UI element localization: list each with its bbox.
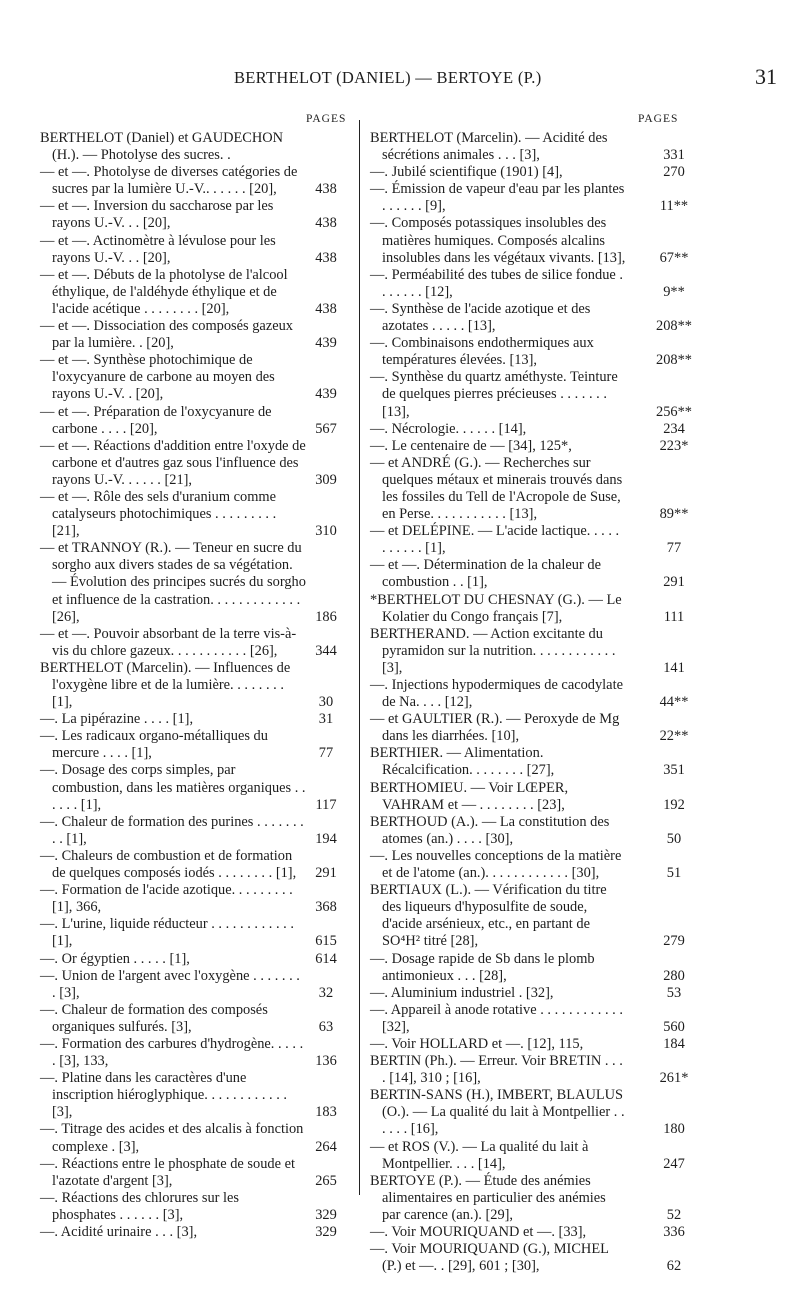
column-divider	[359, 120, 360, 1195]
entry-page: 63	[318, 1018, 334, 1035]
entry-page: 615	[315, 933, 337, 950]
pages-label-left: PAGES	[306, 113, 347, 125]
entry-text: —. Titrage des acides et des alcalis à fonction complexe . [3],	[40, 1121, 307, 1155]
entry-page: 336	[663, 1224, 685, 1240]
entry-page: 111	[663, 608, 685, 625]
index-entry	[40, 233, 354, 267]
entry-page: 438	[315, 249, 337, 266]
index-entry	[40, 1224, 354, 1241]
entry-text: BERTHIER. — Alimentation. Récalcification. . . . . . . . [27],	[370, 745, 555, 779]
entry-text: —. L'urine, liquide réducteur . . . . . . . . . . . . [1],	[40, 916, 298, 950]
entry-page: 439	[315, 386, 337, 403]
index-entry	[40, 489, 354, 540]
entry-page: 280	[663, 967, 685, 984]
index-entry	[370, 882, 692, 950]
index-entry	[370, 164, 692, 181]
index-entry	[40, 352, 354, 403]
entry-text: —. Voir HOLLARD et —. [12], 115,	[370, 1035, 584, 1052]
index-entry	[370, 1224, 692, 1241]
entry-page: 247	[663, 1155, 685, 1172]
entry-page: 117	[315, 796, 337, 813]
index-entry	[40, 1190, 354, 1224]
entry-page: 184	[663, 1035, 685, 1052]
index-entry	[370, 711, 692, 745]
entry-text: — et —. Inversion du saccharose par les rayons U.-V. . . [20],	[40, 198, 277, 232]
entry-page: 53	[666, 984, 682, 1001]
entry-page: 11**	[659, 198, 689, 215]
entry-page: 50	[666, 830, 682, 847]
entry-page: 192	[663, 796, 685, 813]
entry-text: BERTHOUD (A.). — La constitution des atomes (an.) . . . . [30],	[370, 813, 613, 847]
entry-page: 234	[663, 420, 685, 437]
index-entry	[370, 369, 692, 420]
entry-text: —. Le centenaire de — [34], 125*,	[370, 437, 572, 454]
entry-text: BERTIAUX (L.). — Vérification du titre des liqueurs d'hyposulfite de soude, d'acide arsénieux, etc., en partant de SO⁴H² titré [28],	[370, 882, 611, 950]
entry-page: 270	[663, 164, 685, 181]
entry-page: 136	[315, 1053, 337, 1070]
index-entry	[370, 1139, 692, 1173]
entry-text: —. Union de l'argent avec l'oxygène . . . . . . . . [3],	[40, 967, 304, 1001]
index-entry	[40, 404, 354, 438]
running-head	[0, 64, 800, 94]
index-entry	[40, 1156, 354, 1190]
entry-page: 62	[666, 1258, 682, 1275]
index-entry	[40, 1002, 354, 1036]
entry-text: BERTOYE (P.). — Étude des anémies alimentaires en particulier des anémies par carence (an.). [29],	[370, 1172, 610, 1223]
entry-page: 9**	[663, 283, 685, 300]
index-entry	[370, 592, 692, 626]
left-column	[40, 130, 354, 1241]
entry-page: 256**	[656, 403, 692, 420]
entry-text: —. Combinaisons endothermiques aux températures élevées. [13],	[370, 335, 598, 369]
index-entry	[370, 181, 692, 215]
entry-text: —. Chaleur de formation des purines . . . . . . . . . [1],	[40, 813, 308, 847]
entry-text: *BERTHELOT DU CHESNAY (G.). — Le Kolatier du Congo français [7],	[370, 591, 626, 625]
index-entry	[370, 438, 692, 455]
entry-text: — et —. Actinomètre à lévulose pour les rayons U.-V. . . [20],	[40, 232, 280, 266]
index-entry	[370, 745, 692, 779]
entry-page: 180	[663, 1121, 685, 1138]
entry-page: 331	[663, 147, 685, 164]
index-entry	[40, 130, 354, 164]
entry-page: 89**	[659, 506, 689, 523]
index-entry	[40, 540, 354, 625]
index-entry	[370, 1036, 692, 1053]
entry-page: 438	[315, 215, 337, 232]
entry-page: 77	[318, 745, 334, 762]
entry-page: 264	[315, 1138, 337, 1155]
entry-page: 31	[318, 711, 334, 728]
entry-page: 183	[315, 1104, 337, 1121]
index-entry	[40, 198, 354, 232]
entry-page: 309	[315, 471, 337, 488]
index-entry	[370, 951, 692, 985]
pages-label-right: PAGES	[638, 113, 679, 125]
index-entry	[370, 677, 692, 711]
index-entry	[370, 1087, 692, 1138]
entry-text: BERTHELOT (Marcelin). — Acidité des sécrétions animales . . . [3],	[370, 130, 612, 164]
index-entry	[370, 421, 692, 438]
index-entry	[40, 711, 354, 728]
entry-page: 560	[663, 1018, 685, 1035]
index-entry	[40, 916, 354, 950]
entry-text: —. Acidité urinaire . . . [3],	[40, 1224, 198, 1240]
entry-text: BERTHELOT (Daniel) et GAUDECHON (H.). — Photolyse des sucres. .	[40, 130, 287, 164]
entry-text: — et —. Débuts de la photolyse de l'alcool éthylique, de l'aldéhyde éthylique et de l'acide acétique . . . . . . . . [20],	[40, 266, 292, 317]
entry-text: —. Appareil à anode rotative . . . . . . . . . . . . [32],	[370, 1001, 627, 1035]
index-entry	[370, 267, 692, 301]
entry-text: —. Chaleur de formation des composés organiques sulfurés. [3],	[40, 1001, 272, 1035]
entry-page: 208**	[656, 318, 692, 335]
entry-text: BERTHERAND. — Action excitante du pyramidon sur la nutrition. . . . . . . . . . . . [3],	[370, 625, 620, 676]
index-entry	[370, 848, 692, 882]
entry-text: — et DELÉPINE. — L'acide lactique. . . . . . . . . . . [1],	[370, 523, 623, 557]
index-entry	[370, 814, 692, 848]
entry-text: BERTHELOT (Marcelin). — Influences de l'oxygène libre et de la lumière. . . . . . . . [1],	[40, 659, 294, 711]
entry-text: — et —. Dissociation des composés gazeux par la lumière. . [20],	[40, 318, 297, 352]
index-entry	[40, 814, 354, 848]
index-entry	[370, 455, 692, 523]
index-entry	[370, 557, 692, 591]
entry-page: 368	[315, 899, 337, 916]
entry-text: BERTIN-SANS (H.), IMBERT, BLAULUS (O.). — La qualité du lait à Montpellier . . . . . . [16],	[370, 1087, 629, 1138]
entry-text: — et —. Préparation de l'oxycyanure de carbone . . . . [20],	[40, 403, 276, 437]
entry-page: 279	[663, 933, 685, 950]
entry-text: —. Perméabilité des tubes de silice fondue . . . . . . . [12],	[370, 266, 627, 300]
index-entry	[370, 335, 692, 369]
index-entry	[40, 951, 354, 968]
index-entry	[40, 1036, 354, 1070]
entry-text: —. Les nouvelles conceptions de la matière et de l'atome (an.). . . . . . . . . . . . [30],	[370, 847, 625, 882]
entry-page: 291	[315, 865, 337, 882]
index-entry	[40, 1121, 354, 1155]
entry-page: 223*	[659, 437, 689, 454]
entry-text: — et TRANNOY (R.). — Teneur en sucre du sorgho aux divers stades de sa végétation. — Évolution des principes sucrés du sorgho et influence de la castration. . . . . . . . . . . . . [26],	[40, 540, 310, 625]
entry-text: — et ANDRÉ (G.). — Recherches sur quelques métaux et minerais trouvés dans les fossiles du Tell de l'Acropole de Suse, en Perse. . . . . . . . . . . [13],	[370, 454, 626, 523]
entry-text: —. Formation de l'acide azotique. . . . . . . . . [1], 366,	[40, 882, 297, 916]
index-entry	[370, 523, 692, 557]
entry-text: — et ROS (V.). — La qualité du lait à Montpellier. . . . [14],	[370, 1138, 592, 1172]
entry-page: 351	[663, 762, 685, 779]
entry-page: 261*	[659, 1070, 689, 1087]
entry-text: BERTIN (Ph.). — Erreur. Voir BRETIN . . . . [14], 310 ; [16],	[370, 1053, 627, 1087]
entry-page: 291	[663, 574, 685, 591]
index-entry	[370, 1053, 692, 1087]
entry-page: 439	[315, 335, 337, 352]
entry-text: —. Réactions entre le phosphate de soude et l'azotate d'argent [3],	[40, 1155, 299, 1189]
entry-text: — et —. Photolyse de diverses catégories de sucres par la lumière U.-V.. . . . . . [20],	[40, 164, 301, 198]
index-entry	[370, 626, 692, 677]
entry-text: — et GAULTIER (R.). — Peroxyde de Mg dans les diarrhées. [10],	[370, 711, 623, 745]
index-entry	[370, 1173, 692, 1224]
entry-page: 30	[318, 694, 334, 711]
entry-page: 344	[315, 642, 337, 659]
index-entry	[40, 164, 354, 198]
entry-text: — et —. Rôle des sels d'uranium comme catalyseurs photochimiques . . . . . . . . . [21],	[40, 488, 280, 540]
index-entry	[40, 762, 354, 813]
entry-text: —. Or égyptien . . . . . [1],	[40, 950, 190, 967]
entry-text: —. Réactions des chlorures sur les phosphates . . . . . . [3],	[40, 1189, 243, 1223]
index-entry	[370, 1002, 692, 1036]
index-entry	[40, 882, 354, 916]
entry-page: 329	[315, 1206, 337, 1223]
entry-text: —. Synthèse de l'acide azotique et des azotates . . . . . [13],	[370, 300, 594, 335]
entry-text: —. Voir MOURIQUAND et —. [33],	[370, 1224, 587, 1240]
entry-text: —. Injections hypodermiques de cacodylate de Na. . . . [12],	[370, 677, 627, 711]
entry-page: 310	[315, 523, 337, 540]
index-entry	[40, 626, 354, 660]
entry-page: 567	[315, 420, 337, 437]
entry-page: 438	[315, 181, 337, 198]
entry-text: —. Composés potassiques insolubles des matières humiques. Composés alcalins insolubles dans les végétaux vivants. [13],	[370, 215, 626, 266]
entry-text: — et —. Pouvoir absorbant de la terre vis-à-vis du chlore gazeux. . . . . . . . . . . [26],	[40, 625, 297, 659]
entry-page: 22**	[659, 728, 689, 745]
entry-text: —. Dosage rapide de Sb dans le plomb antimonieux . . . [28],	[370, 950, 599, 984]
index-entry	[40, 968, 354, 1002]
entry-page: 44**	[659, 694, 689, 711]
right-column	[370, 130, 692, 1275]
entry-text: —. Nécrologie. . . . . . [14],	[370, 420, 527, 437]
entry-page: 67**	[659, 249, 689, 266]
entry-text: —. Chaleurs de combustion et de formation de quelques composés iodés . . . . . . . . [1],	[40, 847, 297, 882]
entry-text: — et —. Détermination de la chaleur de combustion . . [1],	[370, 557, 605, 591]
entry-page: 77	[666, 540, 682, 557]
entry-page: 51	[666, 865, 682, 882]
entry-page: 614	[315, 950, 337, 967]
index-entry	[40, 438, 354, 489]
entry-page: 265	[315, 1172, 337, 1189]
entry-text: —. Les radicaux organo-métalliques du mercure . . . . [1],	[40, 728, 272, 762]
entry-text: — et —. Réactions d'addition entre l'oxyde de carbone et d'autres gaz sous l'influence des rayons U.-V. . . . . . [21],	[40, 437, 310, 488]
entry-text: — et —. Synthèse photochimique de l'oxycyanure de carbone au moyen des rayons U.-V. . [20],	[40, 352, 279, 403]
index-entry	[40, 267, 354, 318]
entry-page: 32	[318, 984, 334, 1001]
index-entry	[370, 130, 692, 164]
running-title: BERTHELOT (DANIEL) — BERTOYE (P.)	[234, 68, 542, 87]
entry-text: —. Platine dans les caractères d'une inscription hiéroglyphique. . . . . . . . . . . . [3],	[40, 1070, 291, 1121]
index-entry	[370, 780, 692, 814]
index-entry	[370, 215, 692, 266]
entry-page: 186	[315, 608, 337, 625]
entry-text: —. Dosage des corps simples, par combustion, dans les matières organiques . . . . . . [1],	[40, 762, 310, 813]
entry-text: —. Formation des carbures d'hydrogène. . . . . . [3], 133,	[40, 1035, 307, 1070]
index-entry	[370, 985, 692, 1002]
index-entry	[40, 848, 354, 882]
entry-text: —. Synthèse du quartz améthyste. Teinture de quelques pierres précieuses . . . . . . . [13],	[370, 369, 622, 420]
index-entry	[370, 301, 692, 335]
index-entry	[40, 1070, 354, 1121]
entry-page: 438	[315, 300, 337, 317]
page-number: 31	[755, 64, 777, 89]
entry-page: 141	[663, 659, 685, 676]
entry-text: —. Aluminium industriel . [32],	[370, 984, 554, 1001]
index-entry	[370, 1241, 692, 1275]
entry-page: 329	[315, 1224, 337, 1240]
entry-text: —. Émission de vapeur d'eau par les plantes . . . . . . [9],	[370, 181, 628, 215]
entry-text: BERTHOMIEU. — Voir LŒPER, VAHRAM et — . . . . . . . . [23],	[370, 779, 572, 813]
entry-page: 208**	[656, 352, 692, 369]
entry-text: —. Jubilé scientifique (1901) [4],	[370, 164, 563, 181]
entry-text: —. Voir MOURIQUAND (G.), MICHEL (P.) et —. . [29], 601 ; [30],	[370, 1241, 612, 1275]
index-entry	[40, 660, 354, 711]
entry-page: 194	[315, 830, 337, 847]
entry-text: —. La pipérazine . . . . [1],	[40, 711, 194, 728]
entry-page: 52	[666, 1206, 682, 1223]
index-entry	[40, 318, 354, 352]
index-entry	[40, 728, 354, 762]
